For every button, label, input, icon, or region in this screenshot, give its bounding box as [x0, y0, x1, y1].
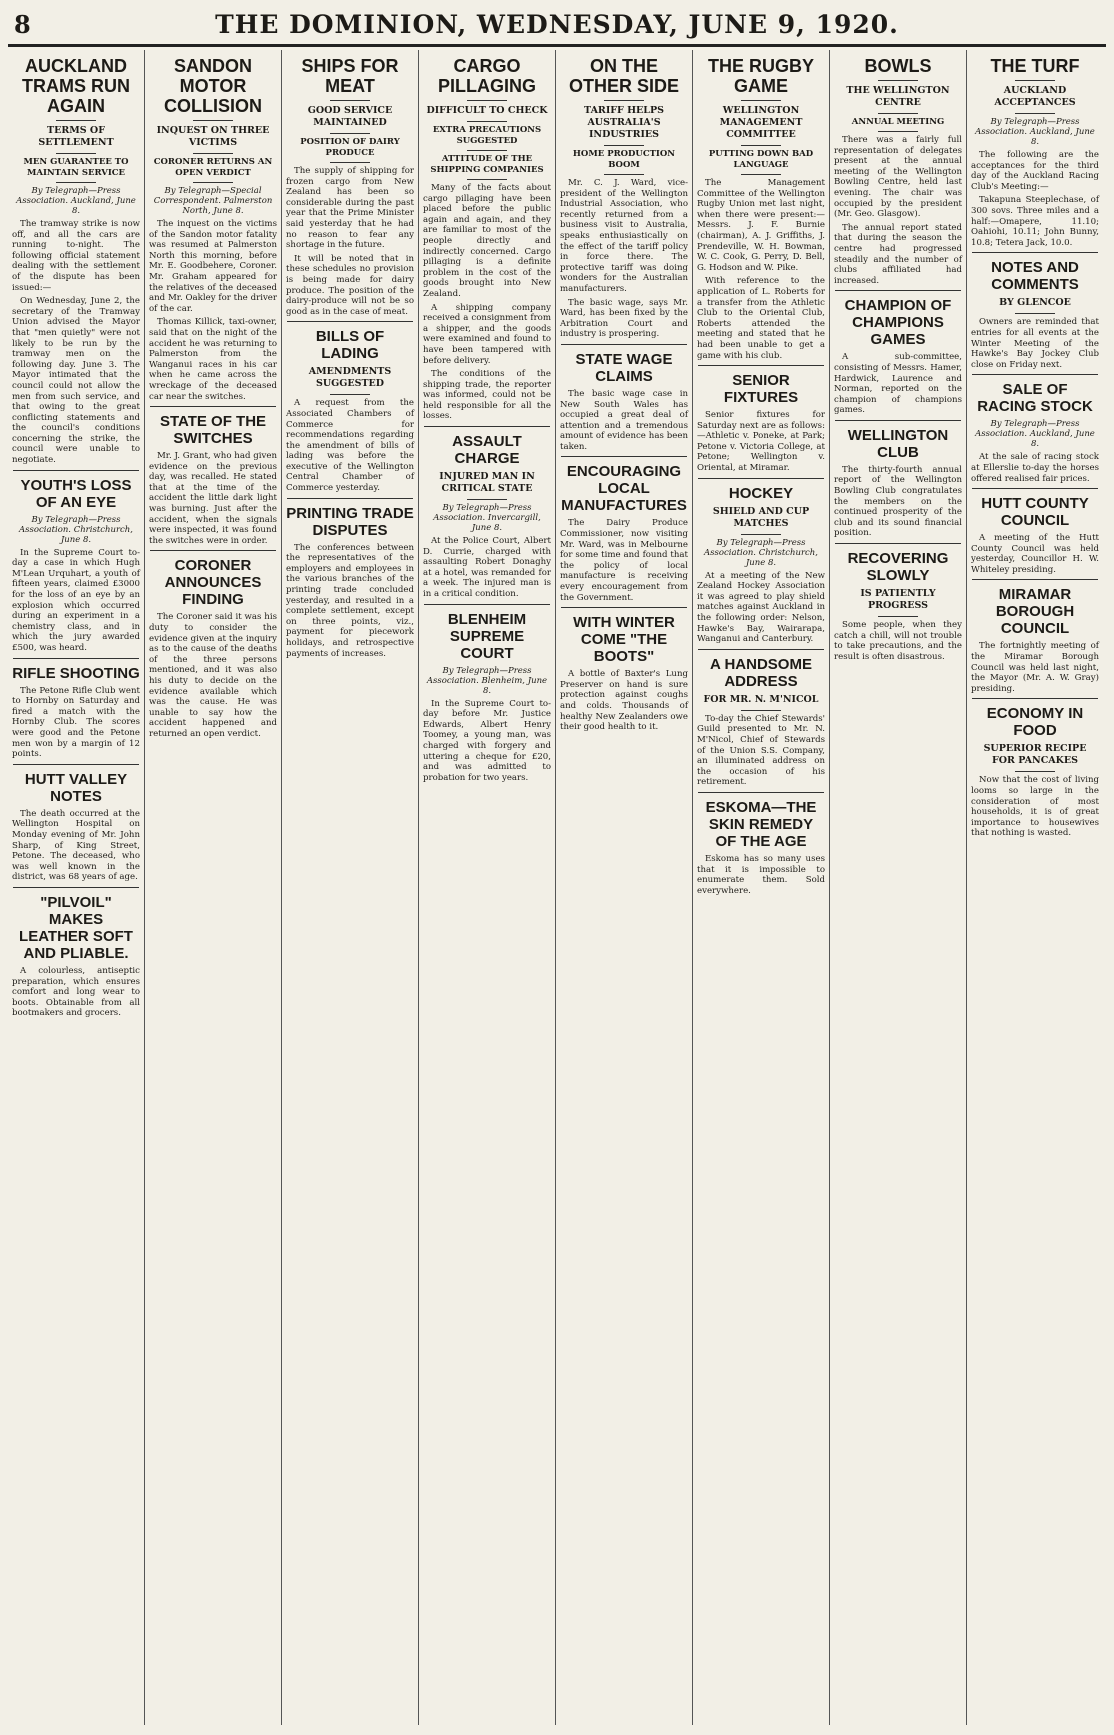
paragraph: The fortnightly meeting of the Miramar Borough Council was held last night, the Mayor (Mr. A. W. Gray) presiding.: [971, 641, 1099, 694]
paragraph: The inquest on the victims of the Sandon motor fatality was resumed at Palmerston North this morning, before Mr. E. Goodbehere, Coroner. Mr. Graham appeared for the relatives of the deceased and Mr. Oakley for the driver of the car.: [149, 219, 277, 314]
article: [697, 56, 825, 361]
subheadline: POSITION OF DAIRY PRODUCE: [300, 137, 400, 158]
headline: MIRAMAR BOROUGH COUNCIL: [995, 586, 1075, 638]
paragraph: Mr. J. Grant, who had given evidence on the previous day, was recalled. He stated that at the time of the accident the little dark light was burning. Just after the accident, when the signals were inspected, it was found the switches were in order.: [149, 451, 277, 546]
paragraph: The basic wage case in New South Wales has occupied a great deal of attention and a tremendous amount of evidence has been taken.: [560, 388, 688, 452]
paragraph: A meeting of the Hutt County Council was held yesterday, Councillor H. W. Whiteley presiding.: [971, 533, 1099, 575]
subheadline: GOOD SERVICE MAINTAINED: [307, 105, 393, 128]
divider: [1015, 113, 1055, 114]
subheadline: ATTITUDE OF THE SHIPPING COMPANIES: [430, 154, 544, 175]
subheadline: INQUEST ON THREE VICTIMS: [156, 125, 270, 148]
column-8: [968, 50, 1102, 1725]
paragraph: There was a fairly full representation of delegates present at the annual meeting of the Wellington Bowling Centre, held last evening. The chair was occupied by the president (Mr. Geo. Glasgow).: [834, 135, 962, 220]
paragraph: Eskoma has so many uses that it is impossible to enumerate them. Sold everywhere.: [697, 853, 825, 896]
subheadline: INJURED MAN IN CRITICAL STATE: [439, 471, 535, 495]
dateline: By Telegraph—Press Association. Blenheim, June 8.: [426, 665, 548, 696]
paragraph: The annual report stated that during the season the centre had progressed steadily and the number of clubs affiliated had increased.: [834, 222, 962, 286]
subheadline: CORONER RETURNS AN OPEN VERDICT: [153, 157, 273, 178]
paragraph: It will be noted that in these schedules no provision is being made for dairy produce. The position of the dairy-produce will not be so good as in the case of meat.: [286, 253, 414, 317]
divider: [467, 121, 507, 122]
article: [971, 586, 1099, 694]
divider: [467, 100, 507, 101]
divider: [467, 499, 507, 500]
article-divider: [835, 290, 961, 291]
headline: "PILVOIL" MAKES LEATHER SOFT AND PLIABLE.: [19, 893, 133, 962]
paragraph: The Petone Rifle Club went to Hornby on Saturday and fired a match with the Hornby Club. The scores were good and the Petone men won by a margin of 12 points.: [12, 685, 140, 760]
divider: [193, 153, 233, 154]
article: [971, 495, 1099, 575]
headline: HUTT COUNTY COUNCIL: [981, 495, 1089, 530]
article: [560, 614, 688, 733]
subheadline: TERMS OF SETTLEMENT: [38, 125, 114, 148]
paragraph: A request from the Associated Chambers of Commerce for recommendations regarding the amendment of bills of lading was before the executive of the Wellington Central Chamber of Commerce yesterday.: [286, 398, 414, 494]
divider: [604, 174, 644, 175]
subheadline: SHIELD AND CUP MATCHES: [712, 505, 810, 529]
headline: CORONER ANNOUNCES FINDING: [164, 557, 262, 609]
paragraph: Some people, when they catch a chill, will not trouble to take precautions, and the result is often disastrous.: [834, 620, 962, 662]
column-4: [420, 50, 554, 1725]
article-divider: [561, 344, 687, 345]
paragraph: Owners are reminded that entries for all events at the Winter Meeting of the Hawke's Bay Jockey Club close on Friday next.: [971, 317, 1099, 370]
article-divider: [287, 321, 413, 322]
subheadline: IS PATIENTLY PROGRESS: [860, 588, 936, 612]
divider: [878, 80, 918, 81]
article-divider: [698, 792, 824, 793]
column-rule: [281, 50, 282, 1725]
divider: [56, 182, 96, 183]
paragraph: The supply of shipping for frozen cargo from New Zealand has been so considerable during the past year that the Prime Minister said yesterday that he had no reason to fear any shortage in the future.: [286, 166, 414, 251]
article-divider: [424, 604, 550, 605]
article: [12, 477, 140, 654]
subheadline: EXTRA PRECAUTIONS SUGGESTED: [432, 125, 542, 146]
subheadline: SUPERIOR RECIPE FOR PANCAKES: [983, 743, 1087, 767]
paragraph: The conferences between the representatives of the employers and employees in the various branches of the printing trade concluded yesterday, and resulted in a complete settlement, except on three points, viz., payment for piecework holidays, and retrospective payments of increases.: [286, 542, 414, 659]
divider: [56, 120, 96, 121]
divider: [878, 616, 918, 617]
paragraph: In the Supreme Court to-day a case in which Hugh M'Lean Urquhart, a youth of fifteen years, claimed £3000 for the loss of an eye by an explosion which occurred during an experiment in a chemistry class, and in which the jury awarded £500, was heard.: [12, 547, 140, 653]
article: [12, 665, 140, 760]
subheadline: PUTTING DOWN BAD LANGUAGE: [708, 149, 814, 170]
divider: [604, 100, 644, 101]
newspaper-title: THE DOMINION, WEDNESDAY, JUNE 9, 1920.: [215, 10, 899, 39]
article: [560, 463, 688, 603]
masthead-rule: [8, 44, 1106, 47]
article: [834, 427, 962, 539]
headline: THE RUGBY GAME: [707, 56, 814, 96]
paragraph: At the sale of racing stock at Ellerslie to-day the horses offered realised fair prices.: [971, 452, 1099, 484]
article: [423, 56, 551, 422]
paragraph: The Dairy Produce Commissioner, now visiting Mr. Ward, was in Melbourne for some time and found that the policy of local manufacture is receiving every encouragement from the Government.: [560, 518, 688, 603]
article: [149, 413, 277, 546]
article-divider: [287, 498, 413, 499]
paragraph: At the Police Court, Albert D. Currie, charged with assaulting Robert Donaghy at a hotel, was remanded for a week. The injured man is in a critical condition.: [423, 536, 551, 600]
article-divider: [698, 365, 824, 366]
column-rule: [829, 50, 830, 1725]
paragraph: To-day the Chief Stewards' Guild presented to Mr. N. M'Nicol, Chief of Stewards of the Union S.S. Company, an illuminated address on the occasion of his retirement.: [697, 713, 825, 788]
dateline: By Telegraph—Press Association. Auckland, June 8.: [16, 186, 136, 216]
headline: RIFLE SHOOTING: [12, 664, 140, 682]
paragraph: A bottle of Baxter's Lung Preserver on hand is sure protection against coughs and colds. Thousands of healthy New Zealanders owe their good health to it.: [560, 669, 688, 733]
column-2: [146, 50, 280, 1725]
subheadline: BY GLENCOE: [999, 297, 1071, 309]
article-divider: [13, 658, 139, 659]
article-divider: [972, 252, 1098, 253]
article: [286, 328, 414, 493]
article-divider: [972, 374, 1098, 375]
article: [834, 550, 962, 662]
column-3: [283, 50, 417, 1725]
paragraph: The following are the acceptances for the third day of the Auckland Racing Club's Meeting:—: [971, 150, 1099, 192]
headline: HOCKEY: [728, 484, 794, 502]
divider: [1015, 771, 1055, 772]
dateline: By Telegraph—Special Correspondent. Palmerston North, June 8.: [153, 186, 273, 216]
article: [423, 433, 551, 600]
headline: BOWLS: [864, 56, 932, 76]
divider: [193, 182, 233, 183]
subheadline: WELLINGTON MANAGEMENT COMMITTEE: [719, 105, 803, 140]
article-divider: [561, 456, 687, 457]
paragraph: Senior fixtures for Saturday next are as follows:—Athletic v. Poneke, at Park; Petone v. Victoria College, at Petone; Wellington v. Oriental, at Miramar.: [697, 410, 825, 474]
headline: ON THE OTHER SIDE: [568, 56, 679, 96]
divider: [193, 120, 233, 121]
column-7: [831, 50, 965, 1725]
article: [971, 705, 1099, 839]
divider: [741, 710, 781, 711]
headline: AUCKLAND TRAMS RUN AGAIN: [22, 56, 130, 116]
article: [697, 656, 825, 788]
paragraph: Takapuna Steeplechase, of 300 sovs. Three miles and a half:—Omapere, 11.10; Oahiohi, 10.11; John Bunny, 10.8; Tetera Jack, 10.0.: [971, 195, 1099, 248]
article-divider: [835, 420, 961, 421]
article-divider: [698, 478, 824, 479]
article: [834, 297, 962, 416]
column-5: [557, 50, 691, 1725]
subheadline: HOME PRODUCTION BOOM: [572, 149, 676, 170]
divider: [56, 153, 96, 154]
headline: SANDON MOTOR COLLISION: [164, 56, 262, 116]
column-rule: [966, 50, 967, 1725]
article: [12, 894, 140, 1019]
article: [971, 381, 1099, 484]
column-rule: [692, 50, 693, 1725]
headline: YOUTH'S LOSS OF AN EYE: [20, 476, 132, 511]
divider: [1015, 80, 1055, 81]
dateline: By Telegraph—Press Association. Auckland, June 8.: [975, 419, 1095, 450]
article-divider: [698, 649, 824, 650]
subheadline: TARIFF HELPS AUSTRALIA'S INDUSTRIES: [584, 105, 664, 140]
headline: STATE OF THE SWITCHES: [159, 413, 267, 448]
article-divider: [972, 488, 1098, 489]
headline: ECONOMY IN FOOD: [986, 705, 1084, 740]
article: [149, 56, 277, 402]
article-divider: [561, 607, 687, 608]
paragraph: The Coroner said it was his duty to consider the evidence given at the inquiry as to the cause of the deaths of the three persons mentioned, and it was also his duty to decide on the evidence available which was the cause. He was unable to say how the accident happened and returned an open verdict.: [149, 612, 277, 739]
headline: WELLINGTON CLUB: [847, 426, 949, 461]
article-divider: [13, 764, 139, 765]
article: [423, 611, 551, 784]
headline: SALE OF RACING STOCK: [977, 381, 1093, 416]
divider: [878, 131, 918, 132]
paragraph: Mr. C. J. Ward, vice-president of the Wellington Industrial Association, who recently returned from a business visit to Australia, speaks enthusiastically on the effect of the tariff policy in force there. The protective tariff was doing wonders for the Australian manufacturers.: [560, 178, 688, 294]
divider: [878, 113, 918, 114]
headline: ASSAULT CHARGE: [452, 433, 522, 468]
headline: HUTT VALLEY NOTES: [24, 770, 128, 805]
dateline: By Telegraph—Press Association. Christchurch, June 8.: [19, 514, 133, 545]
headline: SHIPS FOR MEAT: [301, 56, 399, 96]
column-1: [9, 50, 143, 1725]
paragraph: Thomas Killick, taxi-owner, said that on the night of the accident he was returning to Palmerston from the Wanganui races in his car when he came across the wreckage of the deceased car near the switches.: [149, 317, 277, 402]
divider: [741, 174, 781, 175]
newspaper-columns: [8, 50, 1106, 1725]
divider: [330, 133, 370, 134]
headline: ENCOURAGING LOCAL MANUFACTURES: [561, 463, 687, 515]
headline: PRINTING TRADE DISPUTES: [286, 504, 414, 539]
paragraph: At a meeting of the New Zealand Hockey Association it was agreed to play shield matches against Auckland in the following order: Nelson, Hawke's Bay, Wairarapa, Wanganui and Canterbury.: [697, 570, 825, 645]
subheadline: AMENDMENTS SUGGESTED: [308, 366, 392, 390]
headline: CHAMPION OF CHAMPIONS GAMES: [844, 297, 952, 349]
divider: [604, 145, 644, 146]
divider: [741, 100, 781, 101]
paragraph: Many of the facts about cargo pillaging have been placed before the public again and again, and they are familiar to most of the people directly and indirectly concerned. Cargo pillaging is a definite problem in the cost of the goods brought into New Zealand.: [423, 183, 551, 299]
paragraph: The thirty-fourth annual report of the Wellington Bowling Club congratulates the members on the continued prosperity of the club and its sound financial position.: [834, 464, 962, 539]
headline: A HANDSOME ADDRESS: [710, 655, 812, 690]
column-6: [694, 50, 828, 1725]
headline: RECOVERING SLOWLY: [847, 550, 949, 585]
headline: CARGO PILLAGING: [438, 56, 536, 96]
dateline: By Telegraph—Press Association. Christchurch, June 8.: [704, 537, 818, 568]
paragraph: With reference to the application of L. Roberts for a transfer from the Athletic Club to the Oriental Club, Roberts attended the meeting and stated that he had been unable to get a game with his club.: [697, 276, 825, 361]
article: [149, 557, 277, 739]
paragraph: A sub-committee, consisting of Messrs. Hamer, Hardwick, Laurence and Norman, reported on the champion of champions games.: [834, 352, 962, 416]
paragraph: The basic wage, says Mr. Ward, has been fixed by the Arbitration Court and industry is prospering.: [560, 297, 688, 340]
paragraph: Now that the cost of living looms so large in the consideration of most households, it is of great importance to housewives that nothing is wasted.: [971, 775, 1099, 839]
headline: BILLS OF LADING: [315, 328, 385, 363]
headline: THE TURF: [990, 56, 1080, 76]
paragraph: A shipping company received a consignment from a shipper, and the goods were examined and found to have been tampered with before delivery.: [423, 302, 551, 366]
article: [697, 485, 825, 645]
article-divider: [150, 406, 276, 407]
divider: [741, 145, 781, 146]
article: [697, 372, 825, 474]
article: [286, 505, 414, 660]
headline: STATE WAGE CLAIMS: [575, 350, 673, 385]
article: [286, 56, 414, 317]
article-divider: [13, 887, 139, 888]
article-divider: [972, 698, 1098, 699]
paragraph: In the Supreme Court to-day before Mr. Justice Edwards, Albert Henry Toomey, a young man, was charged with forgery and uttering a cheque for £20, and was admitted to probation for two years.: [423, 698, 551, 783]
dateline: By Telegraph—Press Association. Invercargill, June 8.: [433, 503, 541, 534]
article: [560, 56, 688, 340]
article: [560, 351, 688, 453]
article: [971, 259, 1099, 370]
subheadline: THE WELLINGTON CENTRE: [846, 85, 950, 108]
paragraph: The Management Committee of the Wellington Rugby Union met last night, when there were present:—Messrs. J. F. Burnie (chairman), A. J. Griffiths, J. Prendeville, W. H. Bowman, W. C. Cook, G. Perry, D. Bell, G. Hodson and W. Pike.: [697, 178, 825, 273]
subheadline: ANNUAL MEETING: [851, 117, 945, 127]
article: [971, 56, 1099, 248]
article-divider: [835, 543, 961, 544]
headline: BLENHEIM SUPREME COURT: [447, 610, 527, 662]
article-divider: [972, 579, 1098, 580]
subheadline: DIFFICULT TO CHECK: [426, 105, 548, 116]
divider: [741, 534, 781, 535]
column-rule: [555, 50, 556, 1725]
divider: [330, 394, 370, 395]
page-number: 8: [14, 10, 31, 39]
article-divider: [424, 426, 550, 427]
subheadline: AUCKLAND ACCEPTANCES: [994, 85, 1076, 108]
headline: NOTES AND COMMENTS: [991, 259, 1079, 294]
paragraph: The tramway strike is now off, and all the cars are running to-night. The following official statement dealing with the settlement of the dispute has been issued:—: [12, 219, 140, 293]
headline: WITH WINTER COME "THE BOOTS": [573, 614, 675, 666]
column-rule: [418, 50, 419, 1725]
divider: [467, 179, 507, 180]
subheadline: FOR MR. N. M'NICOL: [703, 693, 819, 705]
column-rule: [144, 50, 145, 1725]
divider: [330, 100, 370, 101]
article: [834, 56, 962, 286]
dateline: By Telegraph—Press Association. Auckland, June 8.: [975, 117, 1095, 147]
divider: [1015, 313, 1055, 314]
headline: ESKOMA—THE SKIN REMEDY OF THE AGE: [705, 798, 817, 850]
paragraph: The conditions of the shipping trade, the reporter was informed, could not be held responsible for all the losses.: [423, 369, 551, 422]
article: [12, 56, 140, 466]
paragraph: The death occurred at the Wellington Hospital on Monday evening of Mr. John Sharp, of King Street, Petone. The deceased, who was well known in the district, was 68 years of age.: [12, 808, 140, 883]
article: [697, 799, 825, 896]
subheadline: MEN GUARANTEE TO MAINTAIN SERVICE: [23, 157, 129, 178]
paragraph: On Wednesday, June 2, the secretary of the Tramway Union advised the Mayor that "men quietly" were not likely to be run by the tramway men on the following day. June 3. The Mayor intimated that the council could not allow the men from such service, and that owing to the great conflicting statements and the council's conditions concerning the strike, the council were unable to negotiate.: [12, 296, 140, 466]
article: [12, 771, 140, 883]
masthead: [8, 8, 1106, 48]
headline: SENIOR FIXTURES: [723, 372, 799, 407]
paragraph: A colourless, antiseptic preparation, which ensures comfort and long wear to boots. Obtainable from all bootmakers and grocers.: [12, 965, 140, 1019]
divider: [467, 150, 507, 151]
article-divider: [13, 470, 139, 471]
article-divider: [150, 550, 276, 551]
divider: [330, 162, 370, 163]
